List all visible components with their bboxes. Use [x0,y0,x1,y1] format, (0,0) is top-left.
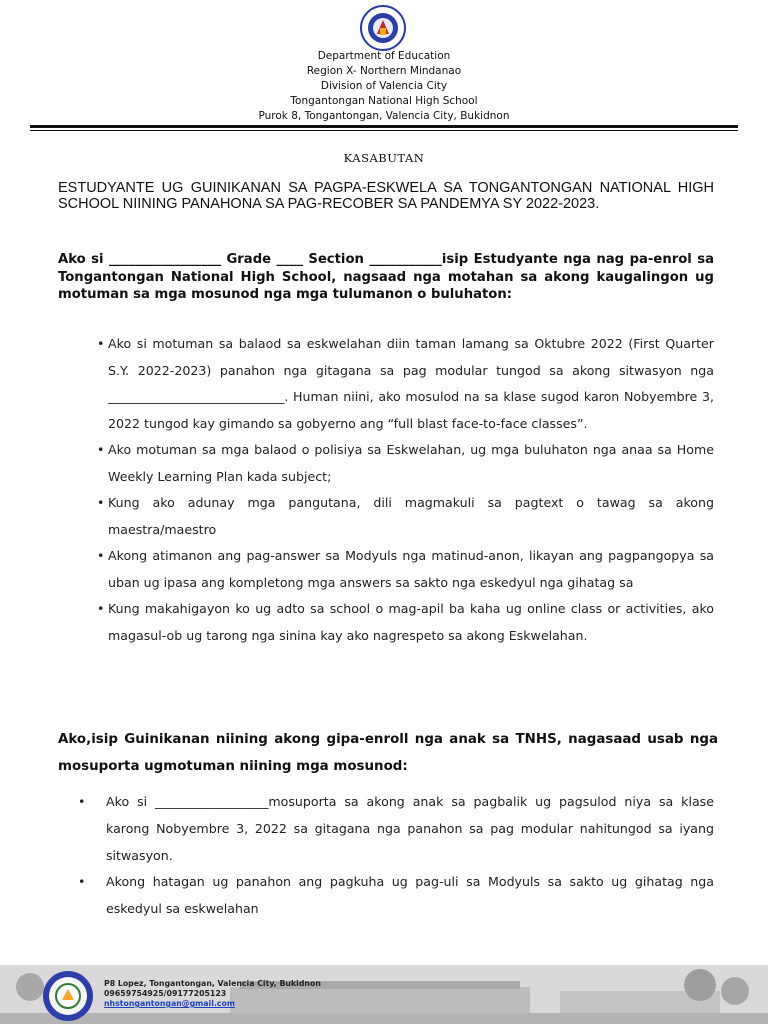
header-department: Department of Education [317,50,451,62]
list-item: • Akong hatagan ug panahon ang pagkuha ug pag-uli sa Modyuls sa sakto ug gihatag nga eskedyul sa eskwelahan [78,874,714,917]
document-subtitle: ESTUDYANTE UG GUINIKANAN SA PAGPA-ESKWELA SA TONGANTONGAN NATIONAL HIGH SCHOOL NIINING PANAHONA SA PAG-RECOBER SA PANDEMYA SY 2022-2023. [58,180,714,212]
document-title: KASABUTAN [343,151,425,165]
school-seal-logo [42,970,94,1022]
list-item: • Akong atimanon ang pag-answer sa Modyuls nga matinud-anon, likayan ang pagpangopya sa uban ug ipasa ang kompletong mga answers sa sakto nga eskedyul nga gihatag sa [97,548,714,590]
header-address: Purok 8, Tongantongan, Valencia City, Bukidnon [258,110,510,122]
header-divider-thin [30,130,738,131]
footer-email-link[interactable]: nhstongantongan@gmail.com [104,999,235,1008]
student-obligations-list [84,331,714,649]
parent-pledge-intro: Ako,isip Guinikanan niining akong gipa-enroll nga anak sa TNHS, nagasaad usab nga mosuporta ugmotuman niining mga mosunod: [58,732,718,774]
header-school: Tongantongan National High School [290,95,478,107]
footer-phones: 09659754925/09177205123 [104,989,227,998]
deped-seal-logo [355,4,411,52]
header-region: Region X- Northern Mindanao [306,65,462,77]
list-item: • Ako si __________________mosuporta sa akong anak sa pagbalik ug pagsulod niya sa klase karong Nobyembre 3, 2022 sa gitagana nga panahon sa pag modular nahitungod sa iyang sitwasyon. [78,794,714,863]
list-item: • Kung makahigayon ko ug adto sa school o mag-apil ba kaha ug online class or activities, ako magasul-ob ug tarong nga sinina kay ako nagrespeto sa akong Eskwelahan. [97,601,714,643]
header-divider [30,125,738,128]
list-item: • Ako si motuman sa balaod sa eskwelahan diin taman lamang sa Oktubre 2022 (First Quarter S.Y. 2022-2023) panahon nga gitagana sa pag modular tungod sa akong sitwasyon nga ____________________________. Human niini, ako mosulod na sa klase sugod karon Nobyembre 3, 2022 tungod kay gimando sa gobyerno ang “full blast face-to-face classes”. [97,336,714,431]
list-item: • Ako motuman sa mga balaod o polisiya sa Eskwelahan, ug mga buluhaton nga anaa sa Home Weekly Learning Plan kada subject; [97,442,714,484]
student-pledge-intro: Ako si _________________ Grade ____ Section ___________isip Estudyante nga nag pa-enrol sa Tongantongan National High School, nagsaad nga motahan sa akong kaugalingon ug motuman sa mga mosunod nga mga tulumanon o buluhaton: [58,252,714,302]
header-division: Division of Valencia City [320,80,448,92]
parent-obligations-list [78,789,714,923]
list-item: • Kung ako adunay mga pangutana, dili magmakuli sa pagtext o tawag sa akong maestra/maestro [97,495,714,537]
footer-address: P8 Lopez, Tongantongan, Valencia City, Bukidnon [104,979,321,988]
footer-contact [104,979,321,1009]
